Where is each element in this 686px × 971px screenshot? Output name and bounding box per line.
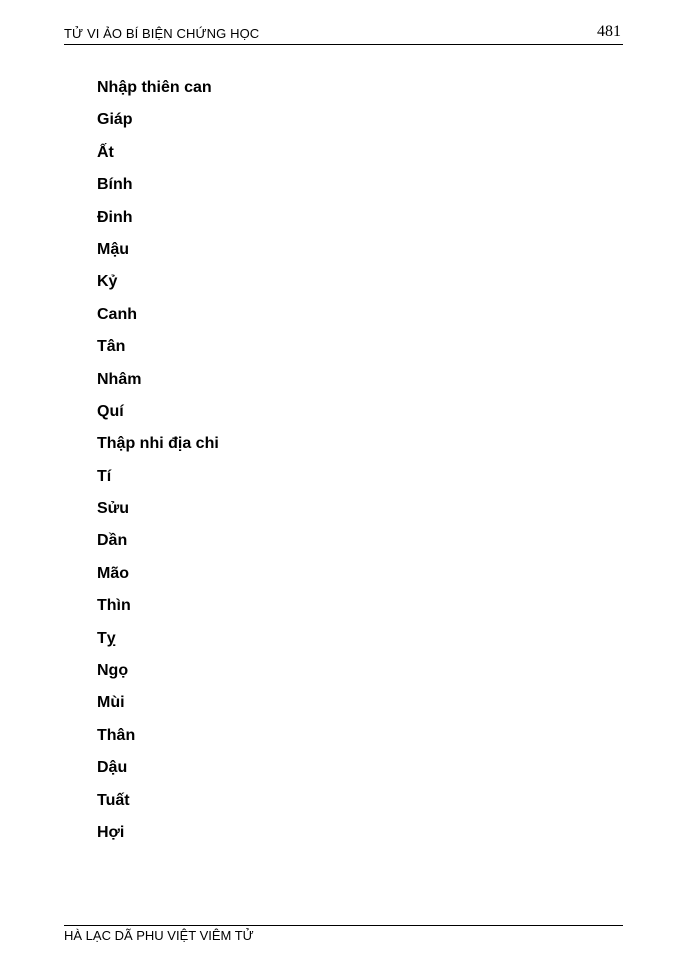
list-item: Hợi — [97, 823, 125, 841]
list-item: Tân — [97, 338, 126, 356]
list-item: Ất — [97, 143, 114, 161]
list-item: Thìn — [97, 597, 131, 615]
list-item: Quí — [97, 402, 124, 420]
list-item: Mùi — [97, 694, 125, 712]
list-item: Nhâm — [97, 370, 142, 388]
list-item: Mão — [97, 564, 129, 582]
list-item: Thập nhi địa chi — [97, 435, 219, 453]
list-item: Tuất — [97, 791, 130, 809]
list-item: Canh — [97, 305, 137, 323]
list-item: Giáp — [97, 111, 133, 129]
page-header — [64, 22, 623, 45]
list-item: Kỷ — [97, 273, 118, 291]
list-item: Thân — [97, 726, 136, 744]
list-item: Tỵ — [97, 629, 116, 647]
list-item: Đinh — [97, 208, 133, 226]
page-footer — [64, 925, 623, 943]
list-item: Sửu — [97, 500, 130, 518]
list-item: Tí — [97, 467, 112, 485]
entry-list — [97, 76, 219, 853]
footer-text: HÀ LẠC DÃ PHU VIỆT VIÊM TỬ — [64, 928, 254, 943]
list-item: Ngọ — [97, 662, 129, 680]
list-item: Dậu — [97, 759, 128, 777]
running-title: TỬ VI ẢO BÍ BIỆN CHỨNG HỌC — [64, 26, 260, 41]
list-item: Nhập thiên can — [97, 79, 212, 96]
list-item: Bính — [97, 176, 133, 194]
page-number: 481 — [597, 23, 621, 40]
list-item: Mậu — [97, 240, 129, 258]
list-item: Dần — [97, 532, 128, 550]
